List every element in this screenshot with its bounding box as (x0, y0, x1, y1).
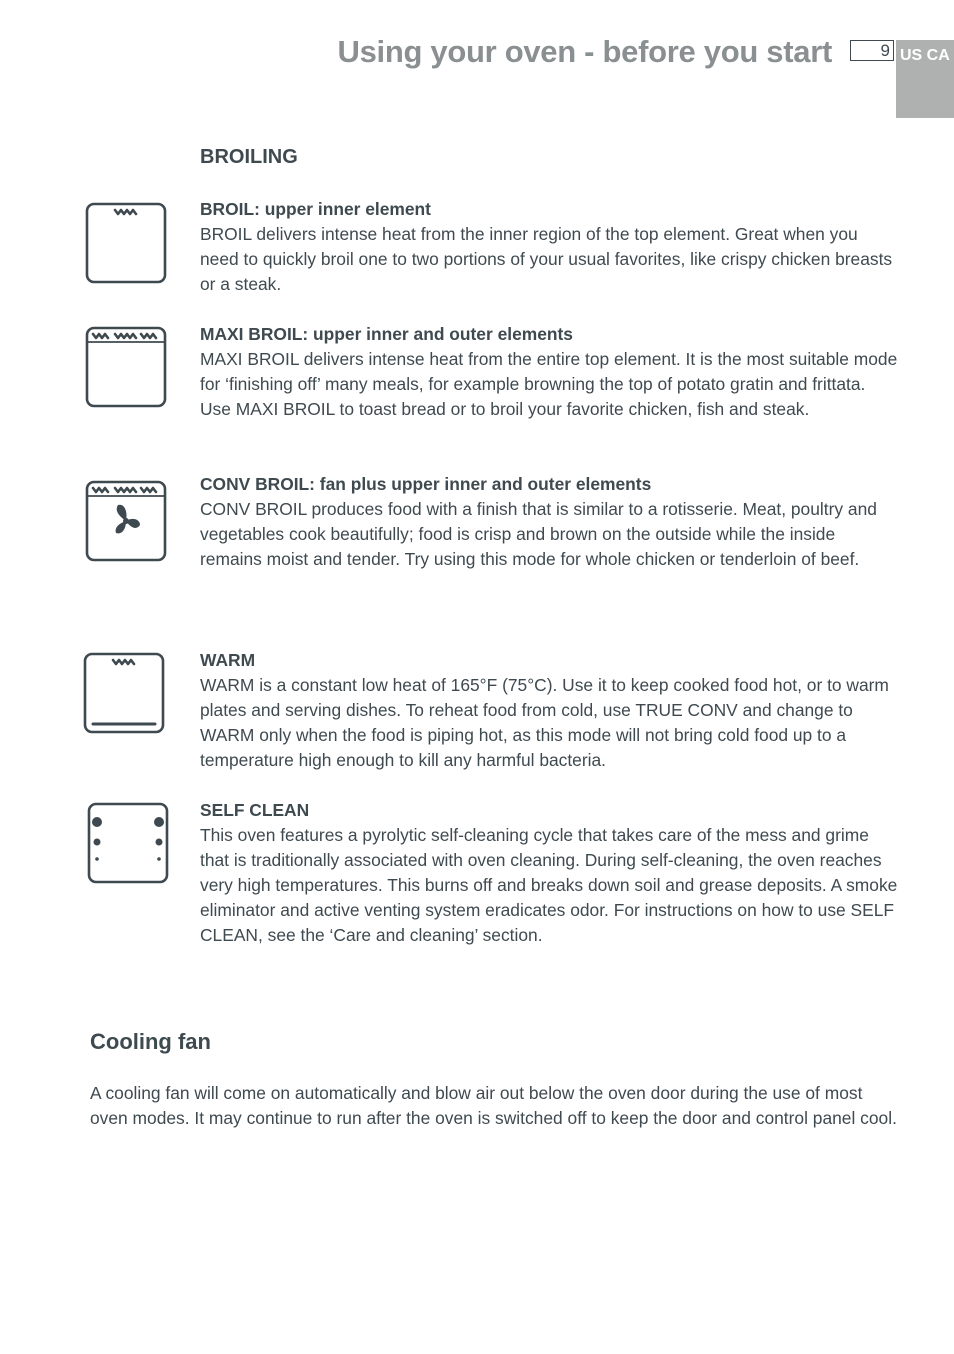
self-clean-icon (86, 801, 170, 885)
page-number: 9 (850, 40, 894, 61)
region-tab (896, 40, 954, 118)
mode-description: MAXI BROIL delivers intense heat from the entire top element. It is the most suitable mode for ‘finishing off’ many meals, for example browning the top of potato gratin and frittata. Use MAXI BROIL to toast bread or to broil your favorite chicken, fish and steak. (200, 349, 898, 419)
mode-description: This oven features a pyrolytic self-cleaning cycle that takes care of the mess and grime that is traditionally associated with oven cleaning. During self-cleaning, the oven reaches very high temperatures. This burns off and breaks down soil and grease deposits. A smoke eliminator and active venting system eradicates odor. For instructions on how to use SELF CLEAN, see the ‘Care and cleaning’ section. (200, 825, 898, 945)
section-heading-cooling-fan: Cooling fan (90, 1029, 211, 1054)
mode-title: CONV BROIL: fan plus upper inner and outer elements (200, 474, 652, 494)
mode-self-clean (200, 798, 900, 948)
mode-warm (200, 648, 900, 773)
warm-icon (82, 651, 166, 735)
mode-title: SELF CLEAN (200, 800, 310, 820)
mode-broil (200, 197, 900, 297)
section-heading-broiling: BROILING (200, 146, 298, 168)
mode-description: WARM is a constant low heat of 165°F (75°C). Use it to keep cooked food hot, or to warm plates and serving dishes. To reheat food from cold, use TRUE CONV and change to WARM only when the food is piping hot, as this mode will not bring cold food up to a temperature high enough to kill any harmful bacteria. (200, 675, 889, 770)
mode-title: MAXI BROIL: upper inner and outer elements (200, 324, 573, 344)
maxi-broil-icon (84, 325, 168, 409)
mode-title: BROIL: upper inner element (200, 199, 431, 219)
region-label: US CA (900, 47, 950, 64)
mode-maxi-broil (200, 322, 900, 422)
broil-icon (84, 201, 168, 285)
conv-broil-icon (84, 479, 168, 563)
mode-title: WARM (200, 650, 256, 670)
mode-conv-broil (200, 472, 900, 572)
mode-description: CONV BROIL produces food with a finish that is similar to a rotisserie. Meat, poultry and vegetables cook beautifully; food is crisp and brown on the outside while the inside remains moist and tender. Try using this mode for whole chicken or tenderloin of beef. (200, 499, 877, 569)
page-title: Using your oven - before you start (337, 34, 832, 69)
fan-icon (116, 505, 140, 534)
cooling-fan-paragraph: A cooling fan will come on automatically and blow air out below the oven door during the use of most oven modes. It may continue to run after the oven is switched off to keep the door and control panel cool. (90, 1083, 897, 1128)
mode-description: BROIL delivers intense heat from the inner region of the top element. Great when you need to quickly broil one to two portions of your usual favorites, like crispy chicken breasts or a steak. (200, 224, 893, 294)
